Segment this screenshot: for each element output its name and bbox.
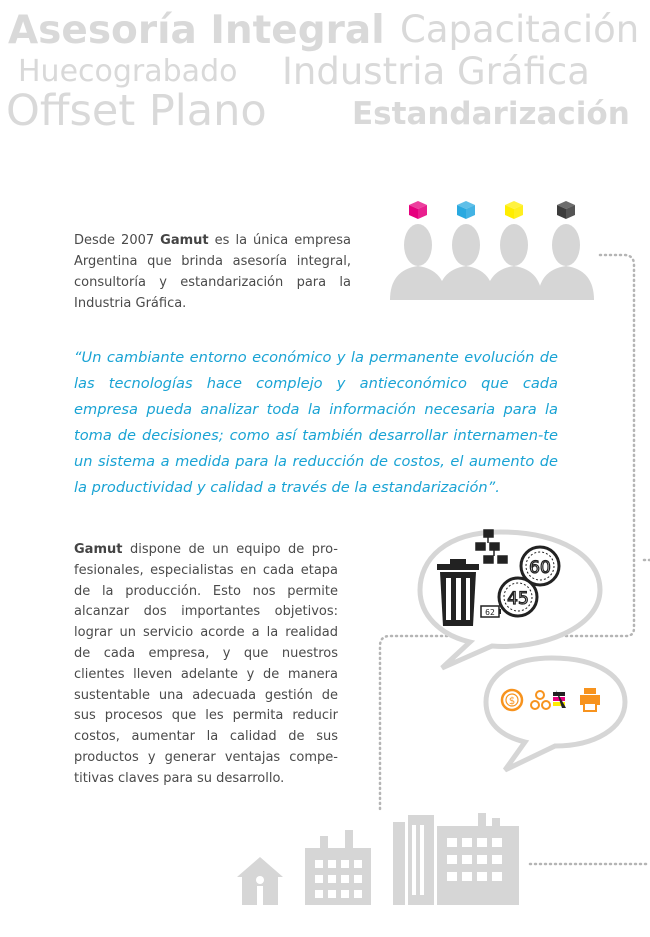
header-offset-plano: Offset Plano <box>6 86 267 136</box>
gauge-icon-bottom <box>499 578 537 616</box>
color-bar-icon <box>553 690 566 708</box>
intro-brand: Gamut <box>160 233 209 248</box>
person-icon <box>438 224 494 300</box>
tower-icon <box>393 815 434 905</box>
cube-icon <box>557 201 575 219</box>
person-icon <box>390 224 446 300</box>
cube-icon <box>457 201 475 219</box>
cube-icon <box>409 201 427 219</box>
person-icon <box>486 224 542 300</box>
team-icon <box>390 201 594 300</box>
body-text: dispone de un equipo de pro-fesionales, especialistas en cada etapa de la producción. Esto nos permite alcanzar dos importantes objetivos: lograr un servicio acorde a la realidad de cada empresa, y que nuestros clientes lleven adelante y de manera sustentable una adecuada gestión de sus procesos que les permita reducir costos, aumentar la calidad de sus productos y generar ventajas compe-titivas claves para su desarrollo. <box>74 542 338 786</box>
person-icon <box>538 224 594 300</box>
trash-bin-icon <box>437 559 479 626</box>
header-huecograbado: Huecograbado <box>18 54 238 89</box>
buildings-skyline <box>237 813 519 905</box>
battery-value: 62 <box>485 608 495 617</box>
quote-paragraph: “Un cambiante entorno económico y la permanente evolución de las tecnologías hace complejo y antieconómico que cada empresa pueda analizar toda la información necesaria para la toma de decisiones; como así también desarrollar internamen-te un sistema a medida para la reducción de costos, el aumento de la productividad y calidad a través de la estandarización”. <box>74 349 558 496</box>
body-brand: Gamut <box>74 542 123 557</box>
header-estandarizacion: Estandarización <box>352 96 630 132</box>
office-building-icon <box>437 813 519 905</box>
header-industria-grafica: Industria Gráfica <box>282 50 590 93</box>
header-asesoria: Asesoría Integral <box>8 8 385 53</box>
intro-text-post: es la única empresa Argentina que brinda asesoría integral, consultoría y estandarización para la Industria Gráfica. <box>74 233 351 311</box>
cube-icon <box>505 201 523 219</box>
factory-icon <box>305 830 371 905</box>
gauge-top-value: 60 <box>529 558 551 578</box>
header-capacitacion: Capacitación <box>400 8 640 51</box>
speech-bubble-small <box>486 658 625 770</box>
battery-icon <box>481 606 501 617</box>
svg-text:$: $ <box>508 696 516 707</box>
gauge-bottom-value: 45 <box>507 589 529 609</box>
intro-text-pre: Desde 2007 <box>74 233 161 248</box>
house-icon <box>237 857 283 905</box>
